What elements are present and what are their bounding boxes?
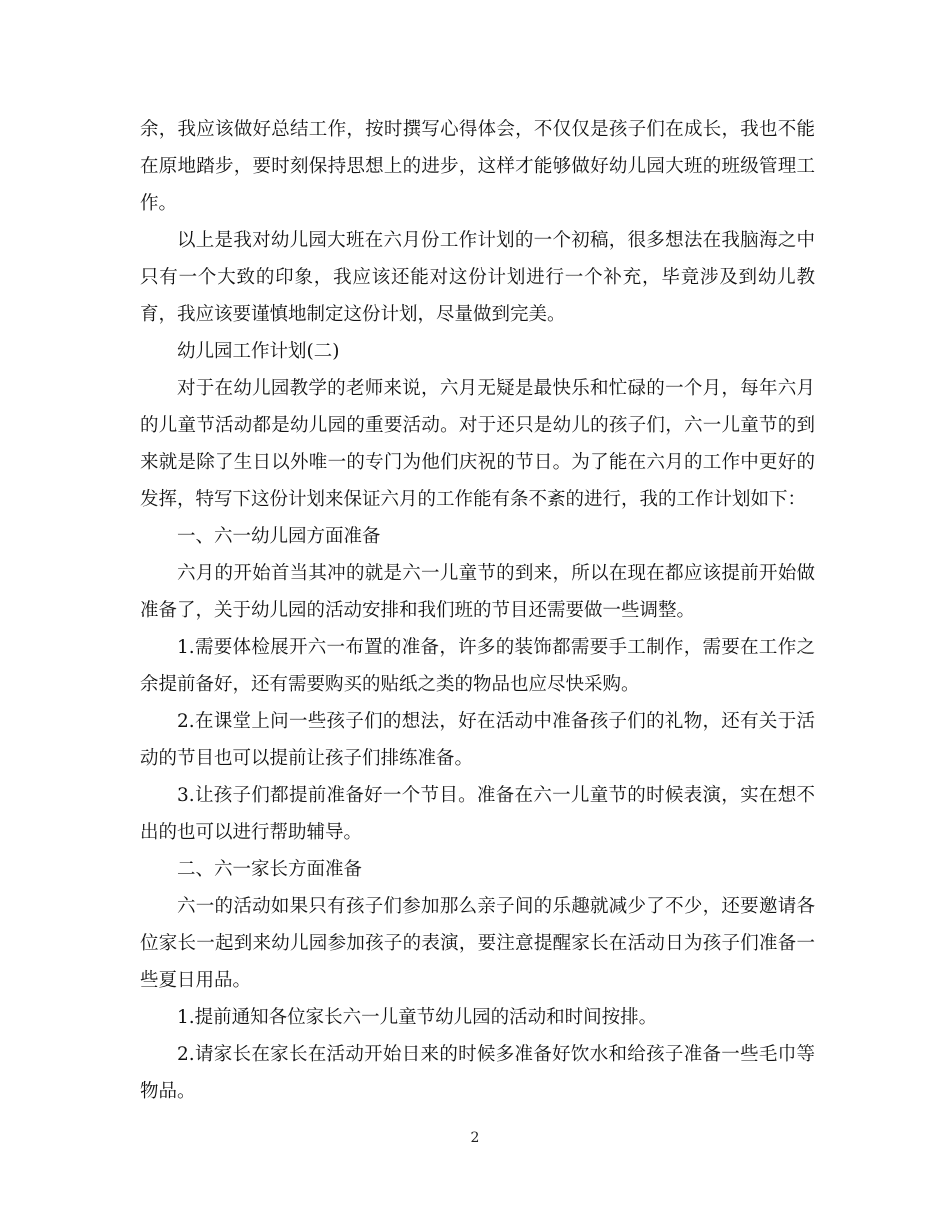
section-title: 幼儿园工作计划(二) [177, 341, 340, 362]
paragraph-intro: 对于在幼儿园教学的老师来说，六月无疑是最快乐和忙碌的一个月，每年六月的儿童节活动都是幼儿园的重要活动。对于还只是幼儿的孩子们，六一儿童节的到来就是除了生日以外唯一的专门为他们庆祝的节日。为了能在六月的工作中更好的发挥，特写下这份计划来保证六月的工作能有条不紊的进行，我的工作计划如下： [140, 378, 815, 510]
list-item: 1.提前通知各位家长六一儿童节幼儿园的活动和时间按排。 [177, 1007, 658, 1028]
document-body [140, 111, 815, 1110]
paragraph-kindergarten-prep: 六月的开始首当其冲的就是六一儿童节的到来，所以在现在都应该提前开始做准备了，关于幼儿园的活动安排和我们班的节目还需要做一些调整。 [140, 563, 815, 621]
heading-kindergarten-prep: 一、六一幼儿园方面准备 [177, 526, 381, 547]
paragraph-continuation: 余，我应该做好总结工作，按时撰写心得体会，不仅仅是孩子们在成长，我也不能在原地踏步，要时刻保持思想上的进步，这样才能够做好幼儿园大班的班级管理工作。 [140, 119, 815, 214]
list-item: 2.在课堂上问一些孩子们的想法，好在活动中准备孩子们的礼物，还有关于活动的节目也可以提前让孩子们排练准备。 [140, 711, 815, 769]
list-item: 2.请家长在家长在活动开始日来的时候多准备好饮水和给孩子准备一些毛巾等物品。 [140, 1044, 815, 1102]
paragraph-summary: 以上是我对幼儿园大班在六月份工作计划的一个初稿，很多想法在我脑海之中只有一个大致的印象，我应该还能对这份计划进行一个补充，毕竟涉及到幼儿教育，我应该要谨慎地制定这份计划，尽量做到完美。 [140, 230, 815, 325]
paragraph-parent-prep: 六一的活动如果只有孩子们参加那么亲子间的乐趣就减少了不少，还要邀请各位家长一起到来幼儿园参加孩子的表演，要注意提醒家长在活动日为孩子们准备一些夏日用品。 [140, 896, 815, 991]
page-number: 2 [470, 1130, 480, 1146]
list-item: 1.需要体检展开六一布置的准备，许多的装饰都需要手工制作，需要在工作之余提前备好，还有需要购买的贴纸之类的物品也应尽快采购。 [140, 637, 815, 695]
heading-parent-prep: 二、六一家长方面准备 [177, 859, 363, 880]
list-item: 3.让孩子们都提前准备好一个节目。准备在六一儿童节的时候表演，实在想不出的也可以进行帮助辅导。 [140, 785, 815, 843]
